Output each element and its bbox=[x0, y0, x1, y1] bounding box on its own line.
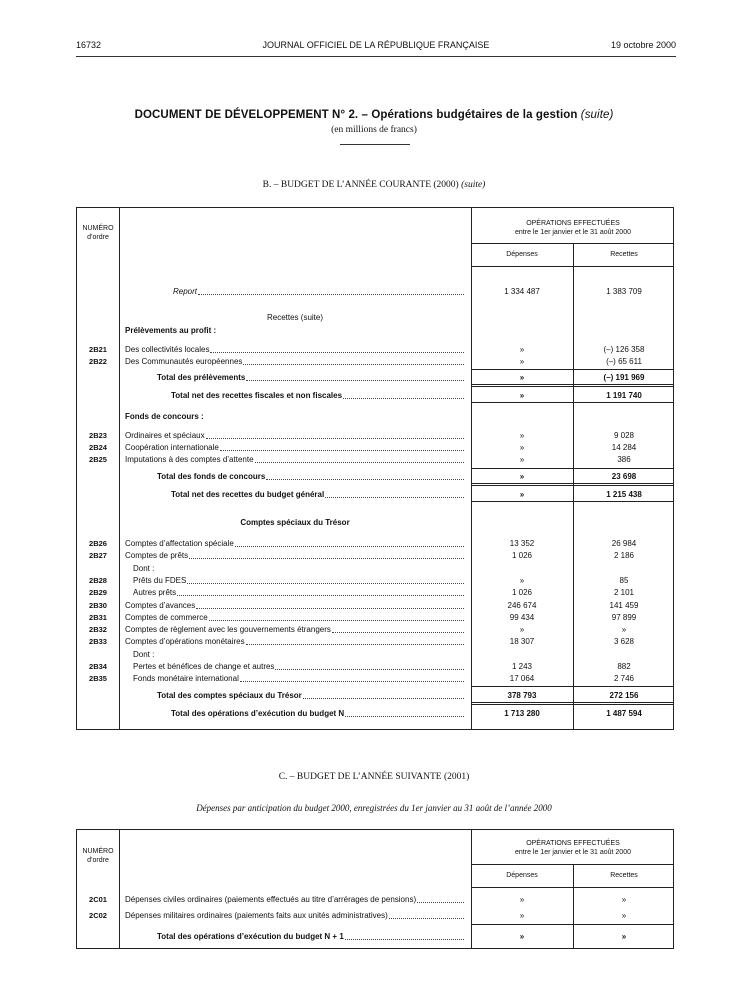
page-number: 16732 bbox=[76, 40, 102, 50]
row-number: 2B26 bbox=[89, 539, 107, 548]
row-label bbox=[125, 636, 465, 648]
table-row bbox=[77, 575, 673, 587]
leader-dots bbox=[332, 624, 464, 633]
header-numero-c-l1: NUMÉRO bbox=[82, 848, 114, 855]
row-label bbox=[133, 673, 465, 685]
row-label bbox=[171, 708, 465, 720]
total-row bbox=[77, 708, 673, 720]
cell-depenses: » bbox=[519, 472, 525, 481]
cell-recettes: 14 284 bbox=[611, 443, 637, 452]
row-label-text: Total des opérations d’exécution du budget N bbox=[171, 709, 345, 718]
table-row bbox=[77, 661, 673, 673]
leader-dots bbox=[210, 344, 464, 353]
total-rule bbox=[471, 384, 673, 387]
leader-dots bbox=[189, 550, 464, 559]
row-label-text: Imputations à des comptes d’attente bbox=[125, 455, 254, 464]
row-label bbox=[125, 624, 465, 636]
cell-recettes: 272 156 bbox=[609, 691, 639, 700]
row-number: 2B35 bbox=[89, 674, 107, 684]
row-number: 2B32 bbox=[89, 625, 107, 635]
header-depenses-c: Dépenses bbox=[506, 872, 538, 879]
row-number: 2B28 bbox=[89, 575, 107, 585]
cell-recettes: 386 bbox=[617, 455, 631, 464]
total-rule bbox=[471, 483, 673, 486]
header-rule-ops-c bbox=[471, 864, 673, 865]
header-numero-l1: NUMÉRO bbox=[82, 225, 114, 232]
row-label bbox=[133, 587, 465, 599]
table-row bbox=[77, 910, 673, 922]
cell-recettes: » bbox=[621, 911, 627, 920]
row-label bbox=[157, 471, 465, 483]
budget-table-b bbox=[76, 207, 674, 730]
recettes-suite-label: Recettes (suite) bbox=[266, 313, 324, 322]
cell-recettes: 2 101 bbox=[613, 588, 635, 598]
cell-recettes: 85 bbox=[619, 575, 629, 585]
leader-dots bbox=[235, 538, 464, 547]
leader-dots bbox=[246, 636, 464, 645]
leader-dots bbox=[246, 372, 464, 381]
row-label bbox=[125, 612, 465, 624]
header-ops-l2: entre le 1er janvier et le 31 août 2000 bbox=[515, 229, 631, 236]
cell-recettes: 1 215 438 bbox=[606, 490, 642, 499]
row-label-text: Comptes de prêts bbox=[125, 551, 189, 561]
document-subtitle: (en millions de francs) bbox=[331, 125, 417, 135]
document-title-text: DOCUMENT DE DÉVELOPPEMENT N° 2. – Opérations budgétaires de la gestion bbox=[134, 109, 578, 121]
header-recettes: Recettes bbox=[610, 251, 638, 258]
total-rule bbox=[471, 702, 673, 705]
row-label-text: Dépenses militaires ordinaires (paiements faits aux unités administratives) bbox=[125, 911, 388, 920]
row-label-text: Comptes de règlement avec les gouvernements étrangers bbox=[125, 625, 331, 635]
row-number: 2B24 bbox=[89, 443, 107, 452]
header-rule-cols bbox=[471, 266, 673, 267]
row-label bbox=[125, 454, 465, 466]
header-ops-l1: OPÉRATIONS EFFECTUÉES bbox=[526, 220, 620, 227]
cell-recettes: 97 899 bbox=[611, 612, 637, 622]
comptes-heading: Comptes spéciaux du Trésor bbox=[240, 518, 350, 527]
total-rule bbox=[471, 468, 673, 469]
table-row bbox=[77, 442, 673, 454]
cell-recettes: 26 984 bbox=[611, 539, 637, 548]
row-label-text: Total des fonds de concours bbox=[157, 472, 266, 481]
leader-dots bbox=[343, 390, 464, 399]
header-ops-c-l1: OPÉRATIONS EFFECTUÉES bbox=[526, 840, 620, 847]
leader-dots bbox=[266, 471, 464, 480]
row-number: 2B27 bbox=[89, 551, 107, 561]
leader-dots bbox=[187, 575, 464, 584]
row-label bbox=[125, 894, 465, 906]
cell-depenses: » bbox=[519, 345, 525, 354]
table-row bbox=[77, 550, 673, 562]
total-rule bbox=[471, 686, 673, 687]
row-label bbox=[125, 910, 465, 922]
header-recettes-c: Recettes bbox=[610, 872, 638, 879]
cell-depenses: » bbox=[519, 575, 525, 585]
page-header bbox=[76, 40, 676, 54]
row-number: 2B29 bbox=[89, 588, 107, 598]
row-number: 2B22 bbox=[89, 357, 107, 366]
row-label-text: Dépenses civiles ordinaires (paiements effectués au titre d’arrérages de pensions) bbox=[125, 895, 417, 904]
cell-depenses: 13 352 bbox=[509, 539, 535, 548]
prelevements-heading: Prélèvements au profit : bbox=[125, 326, 217, 335]
row-number: 2B31 bbox=[89, 612, 107, 622]
row-label bbox=[157, 690, 465, 702]
row-label-text: Des collectivités locales bbox=[125, 345, 210, 354]
section-b-heading-suffix: (suite) bbox=[461, 180, 486, 190]
header-ops-c-l2: entre le 1er janvier et le 31 août 2000 bbox=[515, 849, 631, 856]
row-label-text: Total net des recettes fiscales et non fiscales bbox=[171, 391, 343, 400]
leader-dots bbox=[275, 661, 464, 670]
leader-dots bbox=[206, 430, 464, 439]
row-label-text: Ordinaires et spéciaux bbox=[125, 431, 205, 440]
cell-depenses: 378 793 bbox=[507, 691, 537, 700]
row-label-text: Report bbox=[173, 287, 198, 296]
cell-recettes: 3 628 bbox=[613, 637, 635, 647]
cell-recettes: 882 bbox=[617, 662, 631, 671]
leader-dots bbox=[417, 894, 464, 903]
cell-recettes: » bbox=[621, 895, 627, 904]
cell-depenses: » bbox=[519, 455, 525, 464]
cell-depenses: » bbox=[519, 391, 525, 400]
section-b-heading bbox=[0, 180, 748, 190]
journal-title: JOURNAL OFFICIEL DE LA RÉPUBLIQUE FRANÇAISE bbox=[262, 40, 490, 50]
row-label-text: Coopération internationale bbox=[125, 443, 219, 452]
table-row bbox=[77, 612, 673, 624]
leader-dots bbox=[177, 587, 464, 596]
header-rule bbox=[76, 56, 676, 57]
leader-dots bbox=[198, 286, 464, 295]
cell-depenses: 99 434 bbox=[509, 612, 535, 622]
row-label-text: Pertes et bénéfices de change et autres bbox=[133, 662, 275, 671]
row-label bbox=[171, 390, 465, 402]
section-c-heading: C. – BUDGET DE L’ANNÉE SUIVANTE (2001) bbox=[278, 772, 470, 782]
row-number: 2B25 bbox=[89, 455, 107, 464]
total-rule bbox=[471, 369, 673, 370]
cell-depenses: 246 674 bbox=[507, 600, 537, 610]
table-row bbox=[77, 538, 673, 550]
row-label-text: Total des prélèvements bbox=[157, 373, 246, 382]
document-title bbox=[0, 109, 748, 121]
row-label-text: Comptes d’avances bbox=[125, 600, 196, 610]
row-label-text: Dont : bbox=[133, 649, 155, 659]
cell-recettes: 23 698 bbox=[611, 472, 637, 481]
row-label-text: Comptes d’affectation spéciale bbox=[125, 539, 234, 548]
total-row bbox=[77, 471, 673, 483]
total-row bbox=[77, 931, 673, 943]
header-operations-c bbox=[471, 839, 675, 857]
row-label bbox=[125, 344, 465, 356]
total-row bbox=[77, 690, 673, 702]
table-row bbox=[77, 673, 673, 685]
cell-depenses: » bbox=[519, 357, 525, 366]
table-row bbox=[77, 430, 673, 442]
cell-depenses: » bbox=[519, 911, 525, 920]
header-numero-c-l2: d’ordre bbox=[87, 857, 109, 864]
leader-dots bbox=[255, 454, 464, 463]
section-c-note: Dépenses par anticipation du budget 2000, enregistrées du 1er janvier au 31 août de l’année 2000 bbox=[196, 803, 552, 813]
row-number: 2B23 bbox=[89, 431, 107, 440]
cell-depenses: » bbox=[519, 625, 525, 635]
cell-recettes: 1 383 709 bbox=[606, 287, 642, 296]
cell-depenses: 18 307 bbox=[509, 637, 535, 647]
header-rule-ops bbox=[471, 243, 673, 244]
table-row bbox=[77, 344, 673, 356]
leader-dots bbox=[345, 708, 464, 717]
row-label-text: Dont : bbox=[133, 563, 155, 573]
header-numero bbox=[77, 224, 119, 242]
leader-dots bbox=[240, 673, 464, 682]
publication-date: 19 octobre 2000 bbox=[610, 40, 676, 50]
report-row bbox=[77, 286, 673, 298]
cell-recettes: » bbox=[621, 625, 627, 635]
leader-dots bbox=[389, 910, 464, 919]
row-label bbox=[173, 286, 465, 298]
cell-depenses: 1 243 bbox=[511, 662, 533, 671]
row-label bbox=[125, 356, 465, 368]
leader-dots bbox=[209, 612, 464, 621]
row-label-text: Comptes d’opérations monétaires bbox=[125, 637, 245, 647]
table-row bbox=[77, 356, 673, 368]
header-numero-c bbox=[77, 847, 119, 865]
row-label-text: Total des comptes spéciaux du Trésor bbox=[157, 691, 302, 700]
cell-recettes: 1 191 740 bbox=[606, 391, 642, 400]
header-numero-l2: d’ordre bbox=[87, 234, 109, 241]
row-label bbox=[157, 931, 465, 943]
cell-recettes: » bbox=[621, 932, 627, 941]
table-row bbox=[77, 587, 673, 599]
table-row bbox=[77, 563, 673, 575]
cell-recettes: 141 459 bbox=[609, 600, 639, 610]
row-label-text: Des Communautés européennes bbox=[125, 357, 243, 366]
cell-depenses: » bbox=[519, 431, 525, 440]
cell-depenses: 1 334 487 bbox=[504, 287, 540, 296]
cell-depenses: » bbox=[519, 932, 525, 941]
cell-depenses: » bbox=[519, 490, 525, 499]
row-label bbox=[133, 661, 465, 673]
header-rule-cols-c bbox=[471, 887, 673, 888]
total-rule bbox=[471, 402, 673, 403]
row-label-text: Total net des recettes du budget général bbox=[171, 490, 325, 499]
row-label-text: Fonds monétaire international bbox=[133, 674, 239, 684]
cell-depenses: 1 026 bbox=[511, 551, 533, 561]
row-label bbox=[133, 575, 465, 587]
cell-recettes: (–) 126 358 bbox=[603, 345, 645, 354]
row-label bbox=[125, 430, 465, 442]
row-label bbox=[125, 442, 465, 454]
leader-dots bbox=[345, 931, 464, 940]
leader-dots bbox=[325, 489, 464, 498]
leader-dots bbox=[243, 356, 464, 365]
leader-dots bbox=[196, 600, 464, 609]
row-label bbox=[157, 372, 465, 384]
total-row bbox=[77, 390, 673, 402]
header-operations bbox=[471, 219, 675, 237]
cell-depenses: » bbox=[519, 373, 525, 382]
table-row bbox=[77, 649, 673, 661]
cell-recettes: 9 028 bbox=[613, 431, 635, 440]
header-depenses: Dépenses bbox=[506, 251, 538, 258]
budget-table-c bbox=[76, 829, 674, 949]
cell-recettes: 1 487 594 bbox=[606, 709, 642, 718]
row-label-text: Comptes de commerce bbox=[125, 612, 208, 622]
cell-depenses: 17 064 bbox=[509, 674, 535, 684]
section-b-heading-text: B. – BUDGET DE L’ANNÉE COURANTE (2000) bbox=[262, 180, 459, 190]
row-number: 2B33 bbox=[89, 637, 107, 647]
row-number: 2C02 bbox=[89, 911, 107, 920]
table-row bbox=[77, 894, 673, 906]
table-row bbox=[77, 636, 673, 648]
leader-dots bbox=[303, 690, 464, 699]
row-label-text: Prêts du FDES bbox=[133, 575, 187, 585]
row-label bbox=[171, 489, 465, 501]
cell-recettes: 2 746 bbox=[613, 674, 635, 684]
subtitle-rule bbox=[340, 144, 410, 145]
row-label-text: Autres prêts bbox=[133, 588, 177, 598]
cell-depenses: 1 026 bbox=[511, 588, 533, 598]
table-row bbox=[77, 624, 673, 636]
fonds-heading: Fonds de concours : bbox=[125, 412, 204, 421]
cell-depenses: » bbox=[519, 443, 525, 452]
row-label-text: Total des opérations d’exécution du budget N + 1 bbox=[157, 932, 344, 941]
cell-recettes: 2 186 bbox=[613, 551, 635, 561]
row-label bbox=[125, 600, 465, 612]
row-label bbox=[133, 563, 465, 575]
row-number: 2B21 bbox=[89, 345, 107, 354]
table-row bbox=[77, 600, 673, 612]
table-row bbox=[77, 454, 673, 466]
cell-depenses: » bbox=[519, 895, 525, 904]
total-rule bbox=[471, 924, 673, 925]
total-rule bbox=[471, 501, 673, 502]
cell-recettes: (–) 191 969 bbox=[603, 373, 645, 382]
total-row bbox=[77, 489, 673, 501]
leader-dots bbox=[220, 442, 464, 451]
cell-depenses: 1 713 280 bbox=[504, 709, 540, 718]
row-number: 2C01 bbox=[89, 895, 107, 904]
document-title-suffix: (suite) bbox=[580, 109, 614, 121]
row-number: 2B30 bbox=[89, 600, 107, 610]
row-label bbox=[125, 550, 465, 562]
row-label bbox=[133, 649, 465, 661]
row-label bbox=[125, 538, 465, 550]
cell-recettes: (–) 65 611 bbox=[606, 357, 642, 366]
total-row bbox=[77, 372, 673, 384]
row-number: 2B34 bbox=[89, 662, 107, 671]
